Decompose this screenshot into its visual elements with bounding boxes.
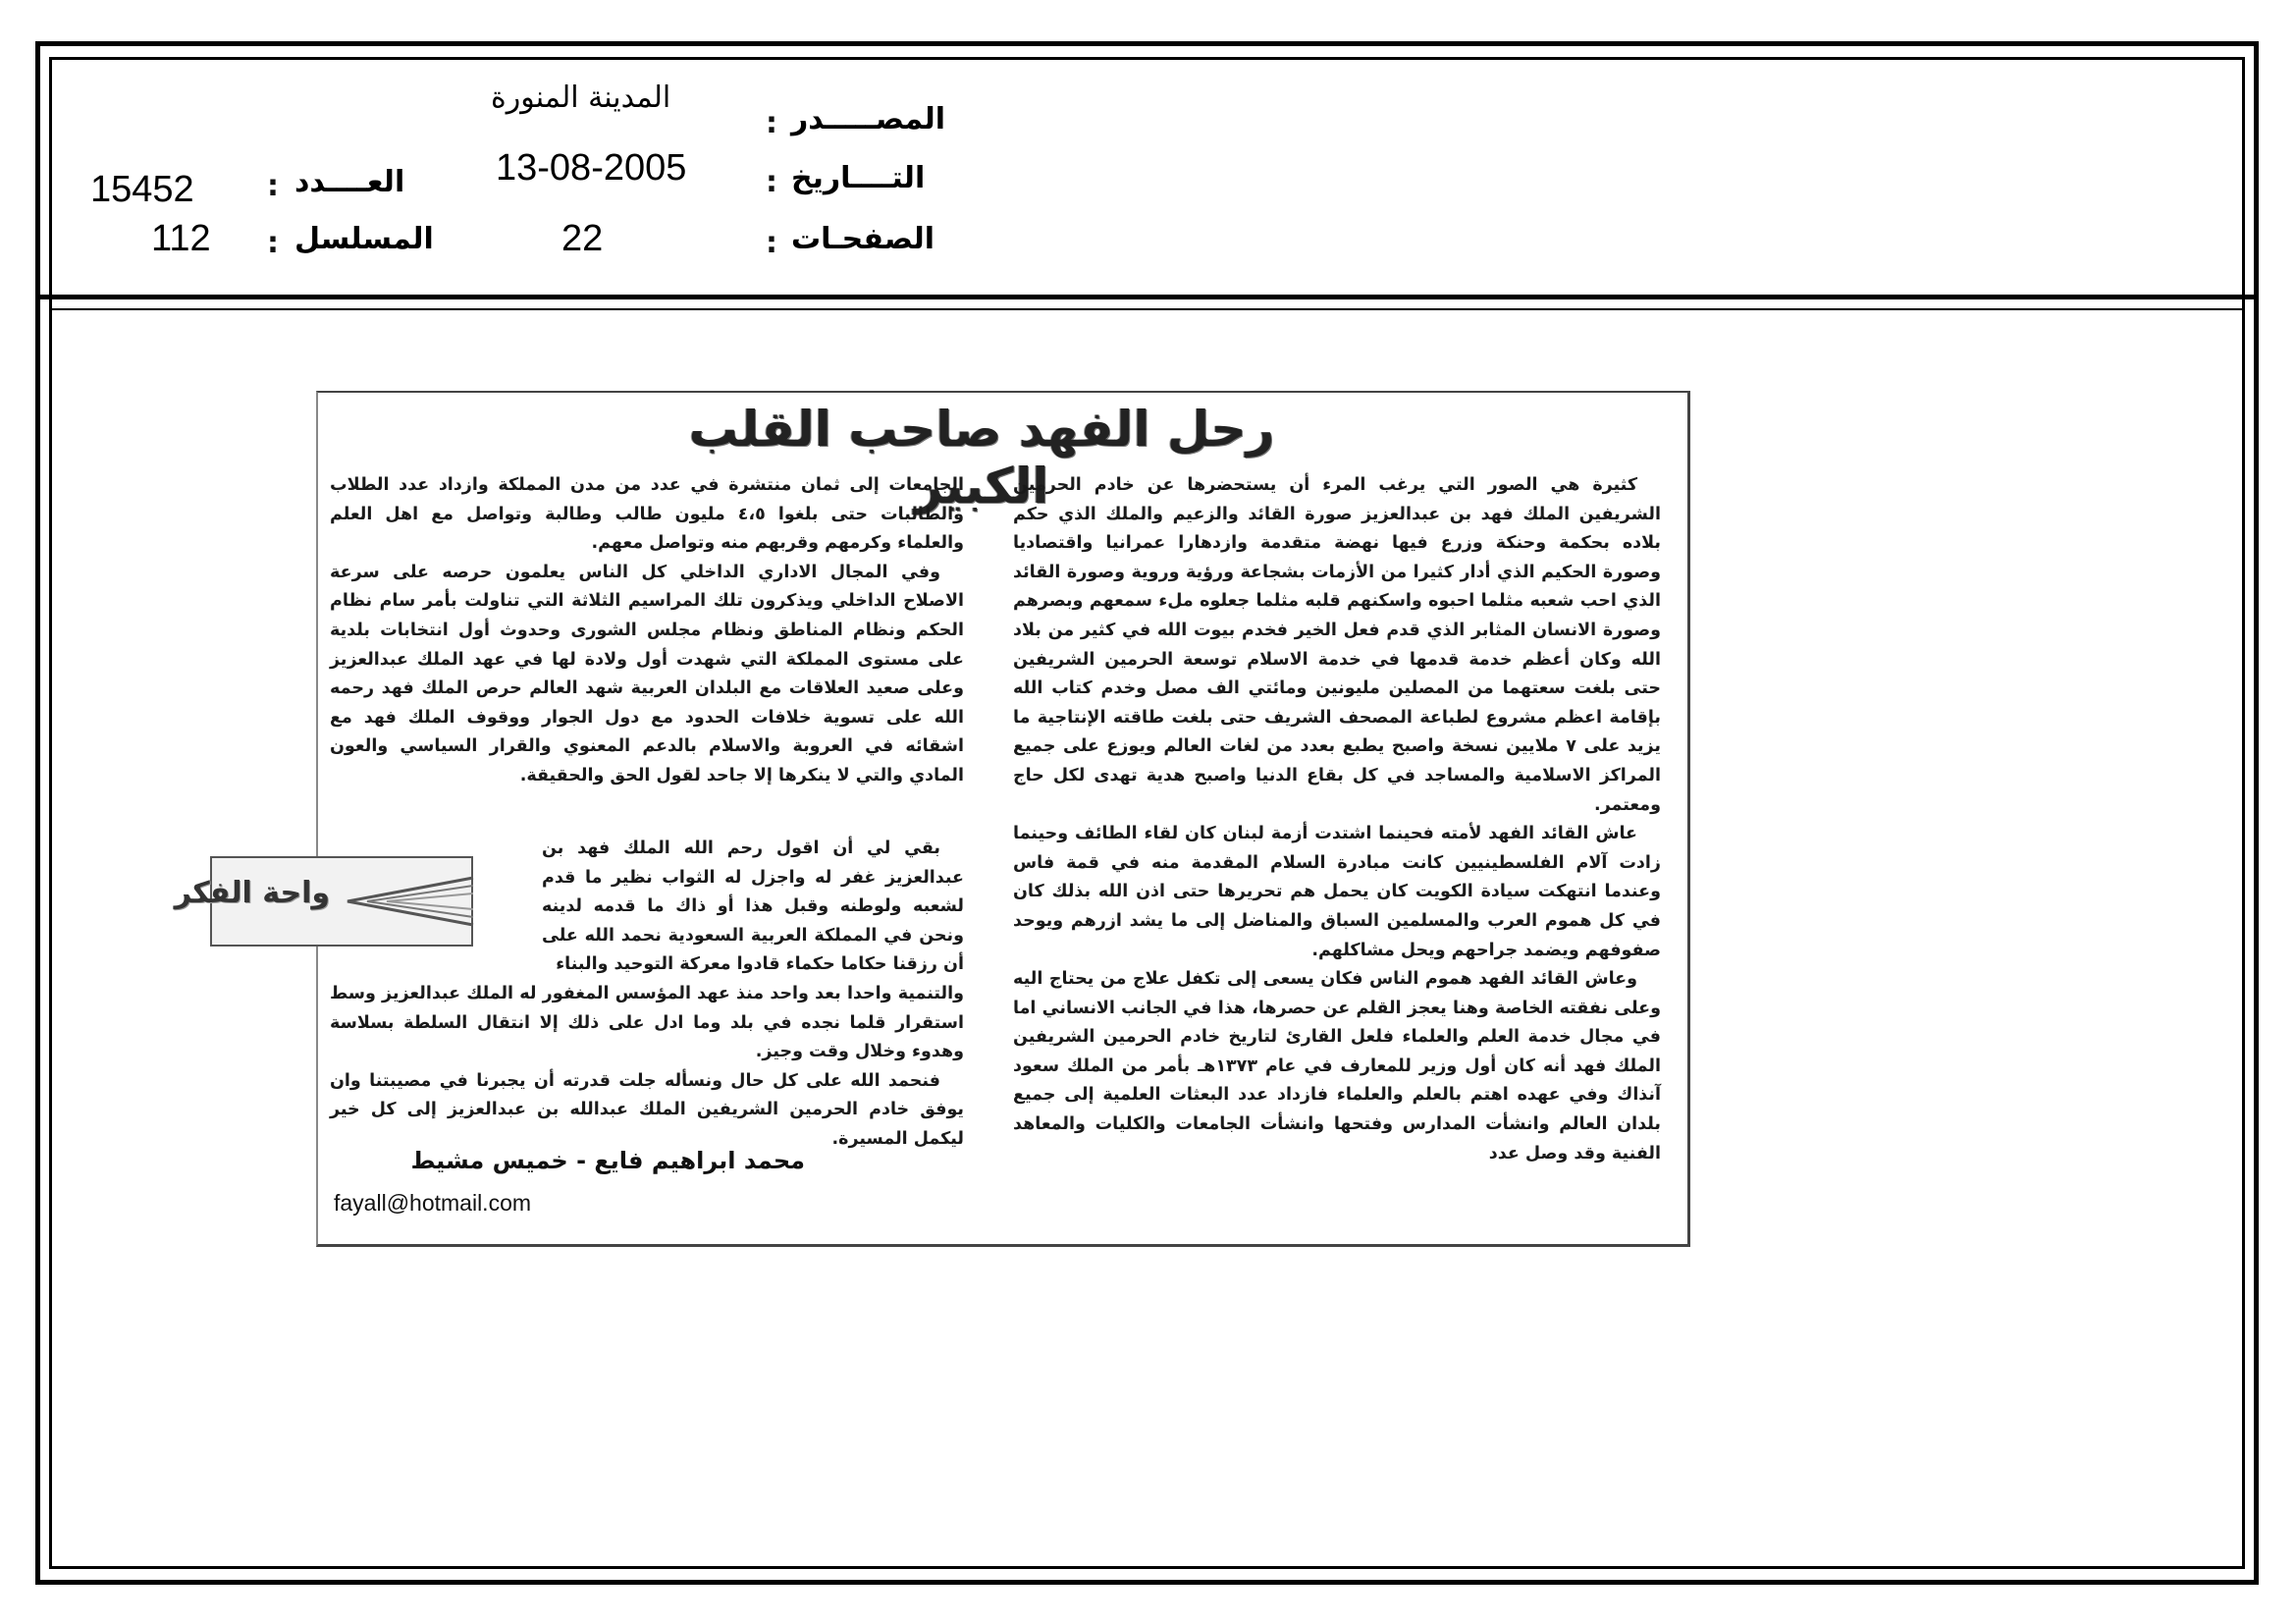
- article-paragraph: الجامعات إلى ثمان منتشرة في عدد من مدن المملكة وازداد عدد الطلاب والطالبات حتى بلغوا ٤،٥ مليون طالب وطالبة وتواصل مع اهل العلم والعلماء وكرمهم وقربهم منه وتواصل معهم.: [330, 475, 964, 554]
- article-paragraph: فنحمد الله على كل حال ونسأله جلت قدرته أن يجبرنا في مصيبتنا وان يوفق خادم الحرمين الشريفين الملك عبدالله بن عبدالعزيز إلى كل خير ليكمل المسيرة.: [330, 1070, 964, 1149]
- date-colon: :: [766, 165, 777, 199]
- article-headline: رحل الفهد صاحب القلب الكبير: [688, 401, 1275, 514]
- article-column-right: [1013, 471, 1661, 1168]
- serial-value: 112: [151, 218, 211, 259]
- article-paragraph: كثيرة هي الصور التي يرغب المرء أن يستحضرها عن خادم الحرمين الشريفين الملك فهد بن عبدالعزيز صورة القائد والزعيم والملك الذي حكم بلاده بحكمة وحنكة وزرع فيها نهضة متقدمة وازدهارا عمرانيا واقتصاديا وصورة الحكيم الذي أدار كثيرا من الأزمات بشجاعة ورؤية وروية وصورة القائد الذي احب شعبه مثلما احبوه واسكنهم قلبه مثلما جعلوه ملء سمعهم وبصرهم وصورة الانسان المثابر الذي قدم فعل الخير فخدم بيوت الله في كثير من بلاد الله وكان أعظم خدمة قدمها في خدمة الاسلام توسعة الحرمين الشريفين حتى بلغت سعتهما من المصلين مليونين ومائتي الف مصل وخدم كتاب الله بإقامة اعظم مشروع لطباعة المصحف الشريف حتى بلغت طاقته الإنتاجية ما يزيد على ٧ ملايين نسخة واصبح يطبع بعدد من لغات العالم ويوزع على جميع المراكز الاسلامية والمساجد في كل بقاع الدنيا واصبح هدية تهدى لكل حاج ومعتمر.: [1013, 475, 1661, 815]
- issue-label: العــــدد: [294, 165, 405, 199]
- issue-colon: :: [267, 169, 279, 203]
- source-colon: :: [766, 106, 777, 140]
- header-divider-thin: [49, 308, 2245, 310]
- pages-value: 22: [561, 218, 604, 259]
- article-paragraph: وفي المجال الاداري الداخلي كل الناس يعلمون حرصه على سرعة الاصلاح الداخلي ويذكرون تلك المراسيم الثلاثة التي تناولت بأمر سام نظام الحكم ونظام المناطق ونظام مجلس الشورى وحدوث أول انتخابات بلدية على مستوى المملكة التي شهدت أول ولادة لها في عهد الملك عبدالعزيز وعلى صعيد العلاقات مع البلدان العربية شهد العالم حرص الملك فهد رحمه الله على تسوية خلافات الحدود مع دول الجوار ووقوف الملك فهد مع اشقائه في العروبة والاسلام بالدعم المعنوي والقرار السياسي والعون المادي والتي لا ينكرها إلا جاحد لقول الحق والحقيقة.: [330, 562, 964, 785]
- issue-value: 15452: [90, 169, 194, 210]
- article-paragraph: بقي لي أن اقول رحم الله الملك فهد بن عبدالعزيز غفر له واجزل له الثواب نظير ما قدم لشعبه ولوطنه وقبل هذا أو ذاك ما قدمه لدينه ونحن في المملكة العربية السعودية نحمد الله على أن رزقنا حكاما حكماء قادوا معركة التوحيد والبناء: [542, 839, 964, 975]
- article-paragraph: وعاش القائد الفهد هموم الناس فكان يسعى إلى تكفل علاج من يحتاج اليه وعلى نفقته الخاصة وهنا يعجز القلم عن حصرها، هذا في الجانب الانساني اما في مجال خدمة العلم والعلماء فلعل القارئ لتاريخ خادم الحرمين الشريفين الملك فهد أنه كان أول وزير للمعارف في عام ١٣٧٣هـ بأمر من الملك سعود آنذاك وفي عهده اهتم بالعلم والعلماء فازداد عدد البعثات العلمية إلى جميع بلدان العالم وانشأت المدارس وفتحها وانشأت الجامعات والكليات والمعاهد الفنية وقد وصل عدد: [1013, 969, 1661, 1164]
- serial-colon: :: [267, 226, 279, 260]
- date-value: 13-08-2005: [496, 147, 687, 189]
- serial-label: المسلسل: [294, 222, 434, 256]
- chevron-arrow-icon: [328, 872, 475, 931]
- article-author: محمد ابراهيم فايع - خميس مشيط: [410, 1147, 805, 1174]
- source-value: المدينة المنورة: [491, 81, 671, 115]
- article-column-left-top: [330, 471, 964, 791]
- header-divider: [37, 295, 2258, 299]
- pages-colon: :: [766, 226, 777, 260]
- pages-label: الصفحـات: [791, 222, 934, 256]
- article-paragraph: عاش القائد الفهد لأمته فحينما اشتدت أزمة لبنان كان لقاء الطائف وحينما زادت آلام الفلسطينيين كانت مبادرة السلام المقدمة منه في قمة فاس وعندما انتهكت سيادة الكويت كان يحمل هم تحريرها حتى اذن الله بذلك كان في كل هموم العرب والمسلمين السباق والمناضل إلى ما يشد ازرهم ويوحد صفوفهم ويضمد جراحهم ويحل مشاكلهم.: [1013, 824, 1661, 960]
- source-label: المصـــــدر: [791, 102, 946, 136]
- author-email: fayall@hotmail.com: [334, 1190, 532, 1216]
- article-paragraph: والتنمية واحدا بعد واحد منذ عهد المؤسس المغفور له الملك عبدالعزيز وسط استقرار قلما نجده في بلد وما ادل على ذلك إلا انتقال السلطة بسلاسة وهدوء وخلال وقت وجيز.: [330, 983, 964, 1062]
- date-label: التــــاريخ: [791, 161, 926, 195]
- section-badge-label: واحة الفكر: [174, 876, 330, 910]
